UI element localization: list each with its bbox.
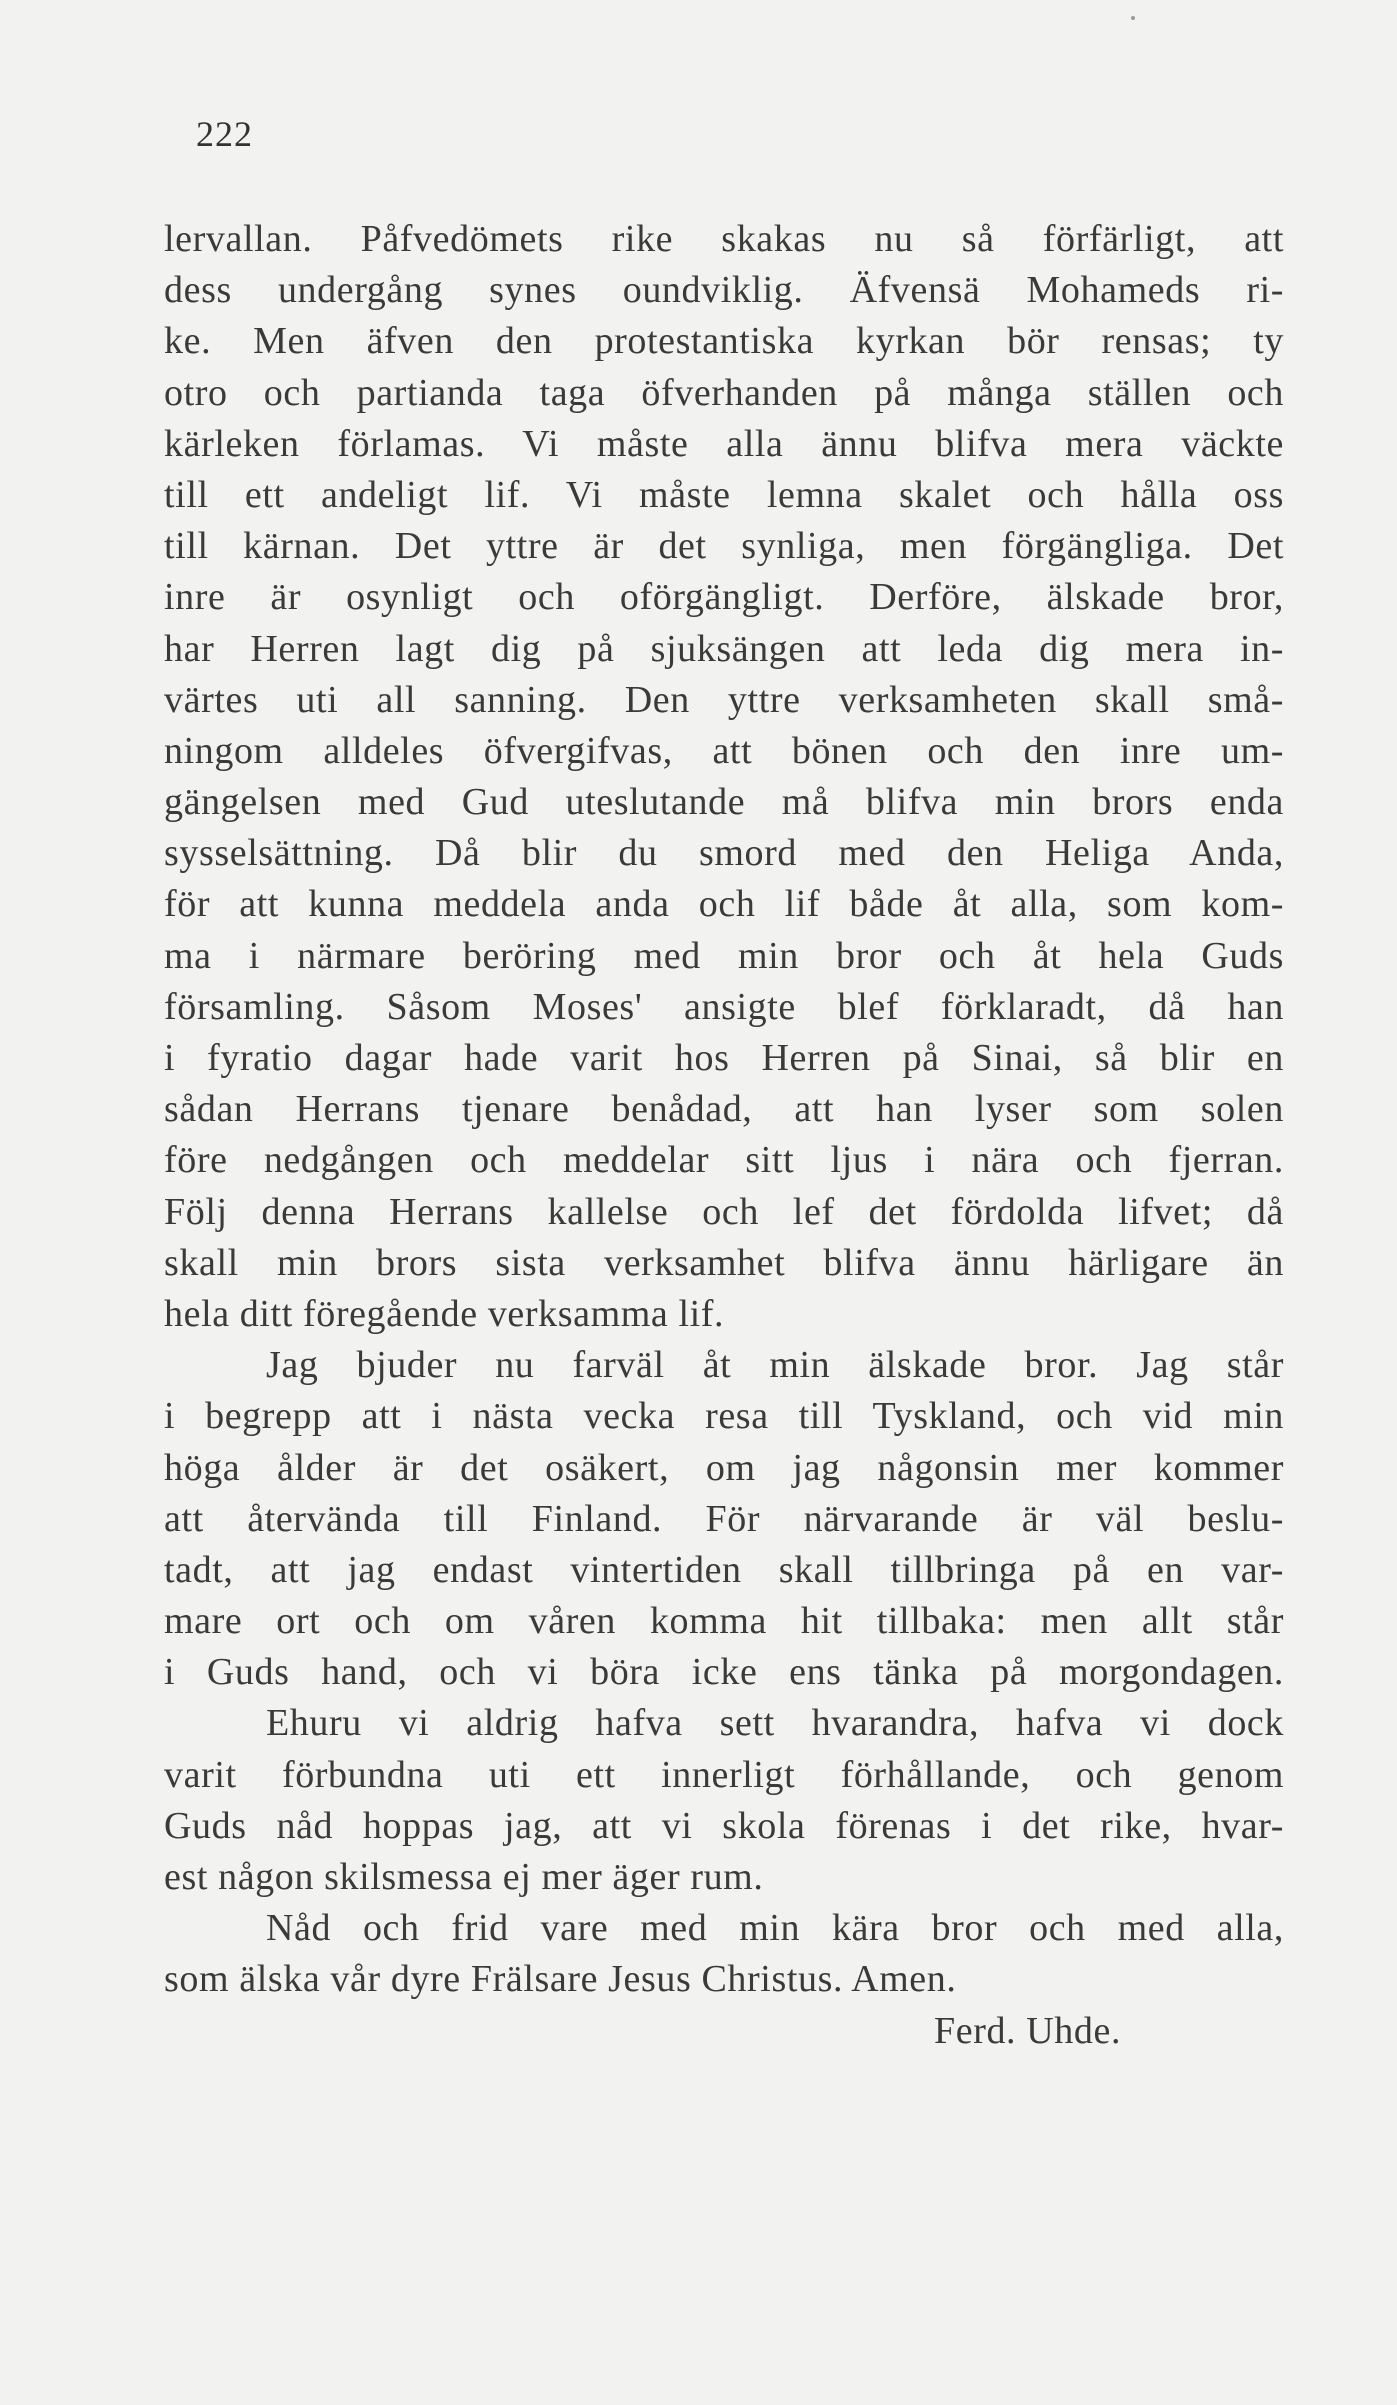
paper-speck	[1131, 16, 1135, 20]
text-line: före nedgången och meddelar sitt ljus i nära och fjerran.	[164, 1139, 1284, 1182]
text-line: till kärnan. Det yttre är det synliga, men förgängliga. Det	[164, 525, 1284, 568]
body-text	[164, 214, 1284, 2057]
text-line: ke. Men äfven den protestantiska kyrkan bör rensas; ty	[164, 320, 1284, 363]
signature: Ferd. Uhde.	[934, 2009, 1122, 2052]
text-line: otro och partianda taga öfverhanden på många ställen och	[164, 371, 1284, 414]
text-line: varit förbundna uti ett innerligt förhållande, och genom	[164, 1753, 1284, 1796]
text-line: sådan Herrans tjenare benådad, att han lyser som solen	[164, 1088, 1284, 1131]
text-line: tadt, att jag endast vintertiden skall tillbringa på en var-	[164, 1548, 1284, 1591]
paragraph-end-line: est någon skilsmessa ej mer äger rum.	[164, 1856, 764, 1898]
text-line: gängelsen med Gud uteslutande må blifva min brors enda	[164, 781, 1284, 824]
text-line: värtes uti all sanning. Den yttre verksamheten skall små-	[164, 678, 1284, 721]
text-line: att återvända till Finland. För närvarande är väl beslu-	[164, 1497, 1284, 1540]
text-line: mare ort och om våren komma hit tillbaka: men allt står	[164, 1600, 1284, 1643]
text-line: sysselsättning. Då blir du smord med den Heliga Anda,	[164, 832, 1284, 875]
text-line: skall min brors sista verksamhet blifva ännu härligare än	[164, 1241, 1284, 1284]
paragraph-end-line: hela ditt föregående verksamma lif.	[164, 1292, 725, 1335]
text-line: dess undergång synes oundviklig. Äfvensä Mohameds ri-	[164, 269, 1284, 312]
paragraph-start-line: Nåd och frid vare med min kära bror och med alla,	[266, 1907, 1284, 1950]
paragraph-end-line: som älska vår dyre Frälsare Jesus Christus. Amen.	[164, 1958, 957, 2001]
text-line: i fyratio dagar hade varit hos Herren på Sinai, så blir en	[164, 1037, 1284, 1079]
page-number: 222	[196, 114, 253, 154]
text-line: Följ denna Herrans kallelse och lef det fördolda lifvet; då	[164, 1190, 1284, 1233]
paragraph-end-line: i Guds hand, och vi böra icke ens tänka på morgondagen.	[164, 1651, 1284, 1694]
paragraph-start-line: Ehuru vi aldrig hafva sett hvarandra, hafva vi dock	[266, 1702, 1284, 1745]
paragraph-start-line: Jag bjuder nu farväl åt min älskade bror. Jag står	[266, 1344, 1284, 1387]
text-line: för att kunna meddela anda och lif både åt alla, som kom-	[164, 883, 1284, 926]
text-line: till ett andeligt lif. Vi måste lemna skalet och hålla oss	[164, 473, 1284, 516]
text-line: ningom alldeles öfvergifvas, att bönen och den inre um-	[164, 729, 1284, 772]
text-line: församling. Såsom Moses' ansigte blef förklaradt, då han	[164, 985, 1284, 1028]
text-line: höga ålder är det osäkert, om jag någonsin mer kommer	[164, 1446, 1284, 1489]
text-line: Guds nåd hoppas jag, att vi skola förenas i det rike, hvar-	[164, 1804, 1284, 1847]
text-line: inre är osynligt och oförgängligt. Derföre, älskade bror,	[164, 576, 1284, 619]
text-line: kärleken förlamas. Vi måste alla ännu blifva mera väckte	[164, 422, 1284, 465]
text-line: ma i närmare beröring med min bror och åt hela Guds	[164, 934, 1284, 977]
text-line: lervallan. Påfvedömets rike skakas nu så förfärligt, att	[164, 218, 1284, 260]
text-line: i begrepp att i nästa vecka resa till Tyskland, och vid min	[164, 1395, 1284, 1438]
text-line: har Herren lagt dig på sjuksängen att leda dig mera in-	[164, 627, 1284, 670]
